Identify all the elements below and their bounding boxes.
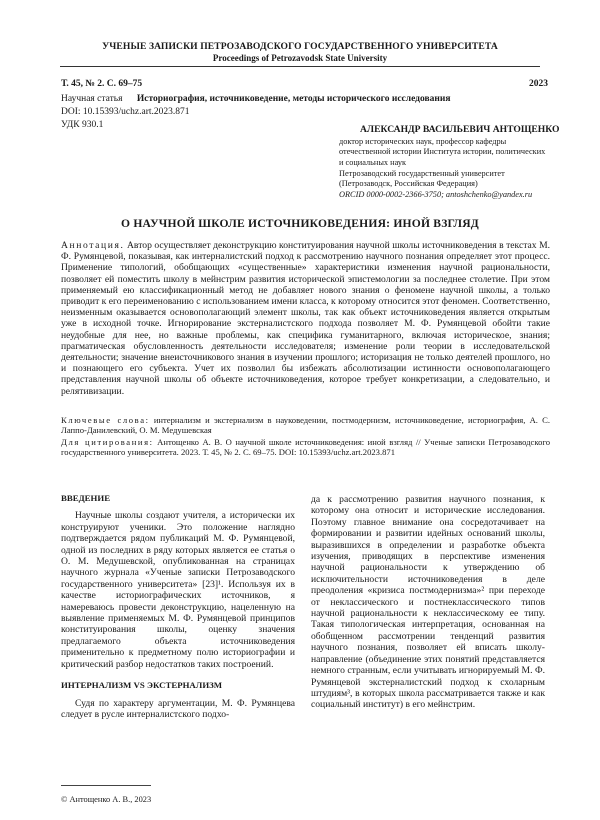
udk: УДК 930.1: [61, 120, 104, 130]
journal-subtitle: Proceedings of Petrozavodsk State University: [212, 53, 388, 63]
keywords-text: интернализм и экстернализм в науковедении, постмодернизм, источниковедение, историография, А. С. Лаппо-Данилевский, О. М. Медушевская: [61, 415, 550, 436]
keywords: [61, 415, 550, 435]
author-affiliation: Петрозаводский государственный университет (Петрозаводск, Российская Федерация): [339, 169, 505, 189]
section2-heading: ИНТЕРНАЛИЗМ VS ЭКСТЕРНАЛИЗМ: [61, 680, 223, 691]
author-name: АЛЕКСАНДР ВАСИЛЬЕВИЧ АНТОЩЕНКО: [360, 124, 560, 135]
author-position: доктор исторических наук, профессор кафедры отечественной истории Института истории, политических и социальных наук: [339, 137, 546, 167]
body-column-right: [311, 494, 545, 711]
citation: [61, 437, 550, 457]
author-contacts: ORCID 0000-0002-2366-3750; antoshchenko@yandex.ru: [339, 190, 533, 199]
rubric: Историография, источниковедение, методы исторического исследования: [136, 94, 451, 104]
abstract-text: Автор осуществляет деконструкцию конституирования научной школы источниковедения в текстах М. Ф. Румянцевой, показывая, как интерналистский подход к рассмотрению научного познания определяет этот процесс. Применение типологий, обобщающих «существенные» характеристики изменения научной рациональности, позволяет ей поместить школу в мейнстрим развития исторической эпистемологии за последнее столетие. При этом применяемый ею классификационный метод не добавляет нового знания о феномене научной школы, а только приводит к его переименованию с использованием имени класса, к которому относится этот феномен. Соответственно, неизменным оказывается основополагающий элемент школы, так как объект источниковедения является открытым уже в исходной точке. Игнорирование экстерналистского подхода позволяет М. Ф. Румянцевой обойти такие неудобные для нее, но важные проблемы, как специфика гуманитарного, включая историческое, знания; прагматическая обусловленность деятельности исследователя; изменение роли теории в исследовательской деятельности; значение внеисточникового знания в изучении прошлого; историзация не только деятелей прошлого, но и познающего его субъекта. Учет их позволил бы избежать абсолютизации истинности основополагающего представления научной школы об объекте источниковедения, которое требует конкретизации, а следовательно, и релятивизации.: [61, 240, 550, 397]
volume-info: Т. 45, № 2. С. 69–75: [61, 79, 143, 89]
article-title: О НАУЧНОЙ ШКОЛЕ ИСТОЧНИКОВЕДЕНИЯ: ИНОЙ ВЗГЛЯД: [121, 217, 479, 230]
intro-paragraph: Научные школы создают учителя, а исторически их конструируют ученики. Это положение наглядно подтверждается рядом публикаций М. Ф. Румянцевой, одной из последних в ряду которых является ее статья о О. М. Медушевской, опубликованная на страницах научного журнала «Ученые записки Петрозаводского государственного университета» [23]¹. Используя их в качестве историографических источников, я намереваюсь провести деконструкцию, нацеленную на выявление применяемых М. Ф. Румянцевой принципов конституирования школы, оценку значения предлагаемого объекта источниковедения применительно к предметному полю историографии и критический разбор недостатков таких построений.: [61, 510, 295, 670]
abstract-label: Аннотация.: [61, 240, 125, 251]
intro-heading: ВВЕДЕНИЕ: [61, 493, 111, 503]
article-type-line: [61, 94, 450, 104]
year: 2023: [529, 79, 548, 89]
citation-label: Для цитирования:: [61, 437, 154, 447]
header-divider: [60, 66, 540, 67]
journal-title: УЧЕНЫЕ ЗАПИСКИ ПЕТРОЗАВОДСКОГО ГОСУДАРСТВЕННОГО УНИВЕРСИТЕТА: [102, 41, 498, 52]
citation-text: Антощенко А. В. О научной школе источниковедения: иной взгляд // Ученые записки Петрозаводского государственного университета. 2023. Т. 45, № 2. С. 69–75. DOI: 10.15393/uchz.art.2023.871: [61, 437, 550, 458]
doi: DOI: 10.15393/uchz.art.2023.871: [61, 107, 190, 117]
abstract: [61, 240, 550, 397]
col2-paragraph: да к рассмотрению развития научного познания, к которому она относит и исторические исследования. Поэтому главное внимание она сосредотачивает на формировании и развитии идейных оснований школы, выразившихся в определении и разработке объекта изучения, приводящих в перспективе изменения научной рациональности к утверждению об исключительности источниковедения в деле преодоления «кризиса постмодернизма»² при переходе от неклассического и постнеклассического типов научной рациональности к неклассическому ее типу. Такая типологическая интерпретация, основанная на обобщенном рассмотрении тенденций развития научного познания, позволяет ей вписать школу-направление (объединение этих понятий представляется немного странным, если учитывать игнорируемый М. Ф. Румянцевой экстерналистский подход к схоларным штудиям³, в которых школа рассматривается также и как социальный институт) в его мейнстрим.: [311, 494, 545, 711]
section2-paragraph: Судя по характеру аргументации, М. Ф. Румянцева следует в русле интерналистского подхо-: [61, 697, 295, 720]
footnote-divider: [61, 785, 151, 786]
keywords-label: Ключевые слова:: [61, 415, 150, 425]
copyright: © Антощенко А. В., 2023: [61, 795, 152, 804]
article-type: Научная статья: [61, 94, 123, 104]
body-column-left: [61, 493, 295, 720]
